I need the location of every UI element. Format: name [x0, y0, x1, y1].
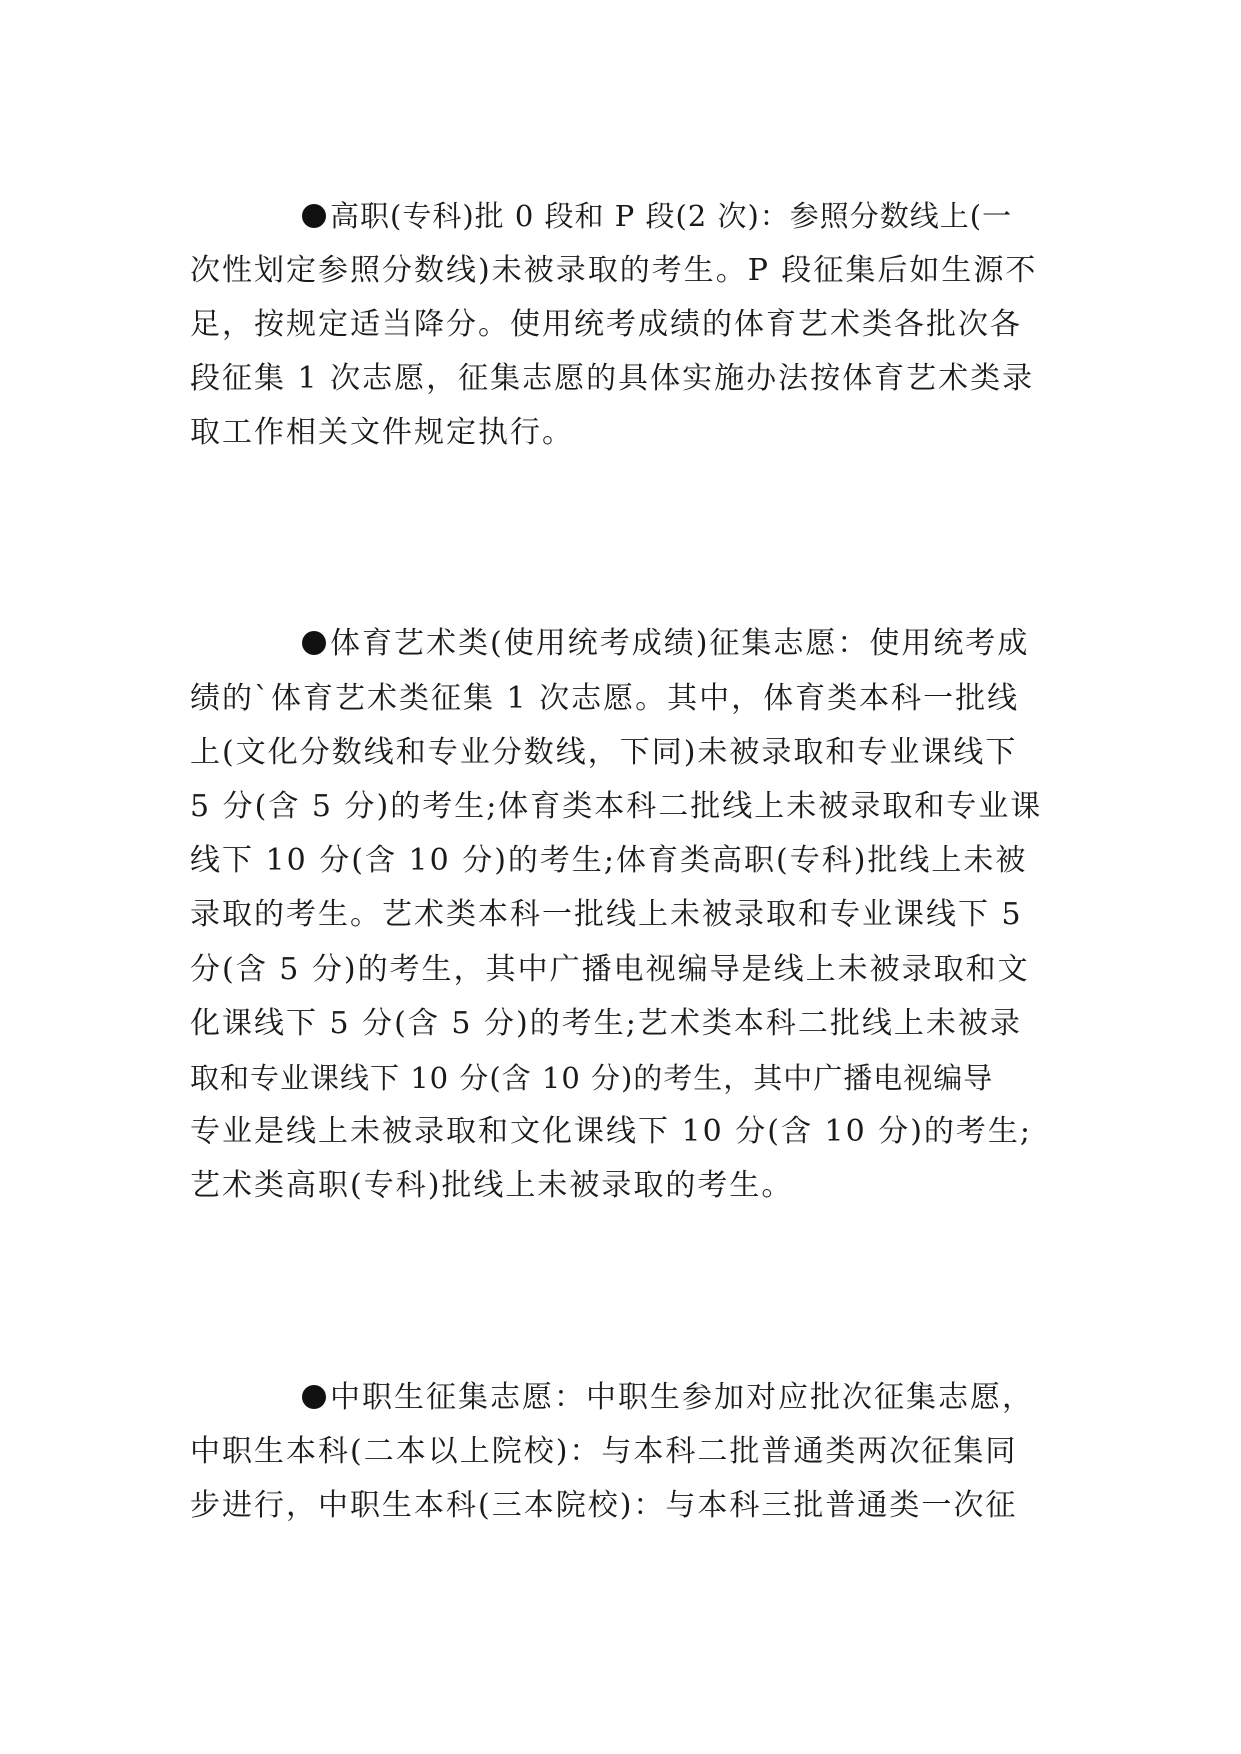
- bullet-icon: [302, 204, 326, 228]
- paragraph-line: 绩的`体育艺术类征集 1 次志愿。其中，体育类本科一批线: [190, 681, 1020, 716]
- paragraph-line: 上(文化分数线和专业分数线，下同)未被录取和专业课线下: [190, 735, 1018, 770]
- paragraph-line: 取工作相关文件规定执行。: [190, 415, 574, 450]
- paragraph-line: [302, 196, 1050, 236]
- line-text: 高职(专科)批 0 段和 P 段(2 次)：参照分数线上(一: [330, 199, 1013, 233]
- paragraph-line: 录取的考生。艺术类本科一批线上未被录取和专业课线下 5: [190, 897, 1023, 932]
- bullet-icon: [302, 1385, 326, 1409]
- paragraph-line: 分(含 5 分)的考生，其中广播电视编导是线上未被录取和文: [190, 952, 1030, 987]
- paragraph-line: 专业是线上未被录取和文化课线下 10 分(含 10 分)的考生;: [190, 1114, 1033, 1149]
- paragraph-line: 艺术类高职(专科)批线上未被录取的考生。: [190, 1168, 794, 1203]
- paragraph-line: 5 分(含 5 分)的考生;体育类本科二批线上未被录取和专业课: [190, 789, 1043, 824]
- paragraph-line: 次性划定参照分数线)未被录取的考生。P 段征集后如生源不: [190, 253, 1038, 288]
- paragraph-line: [302, 624, 1050, 664]
- paragraph-line: 中职生本科(二本以上院校)：与本科二批普通类两次征集同: [190, 1434, 1018, 1469]
- paragraph-line: [302, 1378, 1050, 1418]
- paragraph-line: 取和专业课线下 10 分(含 10 分)的考生，其中广播电视编导: [190, 1061, 994, 1095]
- paragraph-line: 步进行，中职生本科(三本院校)：与本科三批普通类一次征: [190, 1488, 1018, 1523]
- paragraph-line: 段征集 1 次志愿，征集志愿的具体实施办法按体育艺术类录: [190, 361, 1035, 396]
- paragraph-line: 化课线下 5 分(含 5 分)的考生;艺术类本科二批线上未被录: [190, 1006, 1022, 1041]
- line-text: 中职生征集志愿：中职生参加对应批次征集志愿，: [330, 1380, 1034, 1415]
- bullet-icon: [302, 631, 326, 655]
- paragraph-line: 足，按规定适当降分。使用统考成绩的体育艺术类各批次各: [190, 307, 1022, 342]
- line-text: 体育艺术类(使用统考成绩)征集志愿：使用统考成: [330, 626, 1030, 661]
- paragraph-line: 线下 10 分(含 10 分)的考生;体育类高职(专科)批线上未被: [190, 843, 1028, 878]
